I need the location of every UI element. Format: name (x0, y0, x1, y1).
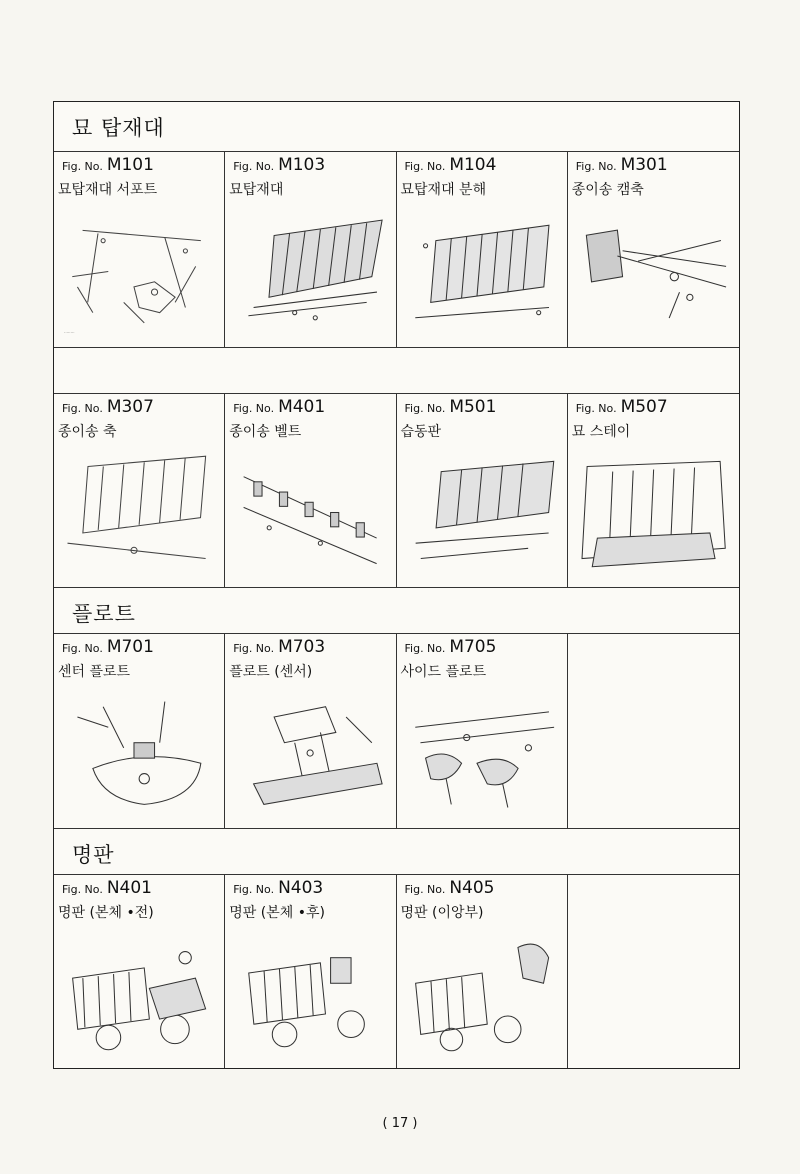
figure-row (54, 394, 739, 588)
fig-prefix: Fig. No. (404, 883, 446, 896)
fig-title: 묘탑재대 서포트 (58, 182, 158, 198)
fig-prefix: Fig. No. (233, 402, 275, 415)
fig-title: 명판 (본체 •전) (58, 905, 154, 921)
figure-cell-m104[interactable] (397, 152, 568, 347)
fig-prefix: Fig. No. (575, 160, 617, 173)
fig-prefix: Fig. No. (62, 642, 103, 655)
fig-title: 센터 플로트 (58, 664, 131, 680)
parts-drawing (62, 446, 216, 579)
parts-drawing (405, 927, 559, 1060)
svg-text:........: ........ (64, 329, 75, 335)
figure-cell-m507[interactable] (568, 394, 739, 587)
fig-title: 종이송 축 (58, 424, 117, 440)
figure-cell-m307[interactable] (54, 394, 225, 587)
catalog-frame (53, 101, 740, 1069)
fig-title: 명판 (본체 •후) (229, 905, 325, 921)
fig-number: M103 (278, 155, 326, 175)
fig-title: 묘탑재대 분해 (400, 182, 487, 198)
parts-drawing (405, 686, 559, 820)
figure-cell-m705[interactable] (397, 634, 568, 828)
parts-drawing (233, 446, 387, 579)
fig-number: N405 (449, 878, 495, 898)
fig-prefix: Fig. No. (233, 160, 275, 173)
fig-prefix: Fig. No. (233, 883, 275, 896)
figure-cell-m703[interactable] (225, 634, 396, 828)
figure-cell-empty (568, 875, 739, 1068)
parts-drawing (405, 446, 559, 579)
fig-title: 플로트 (센서) (229, 664, 313, 680)
figure-row (54, 875, 739, 1068)
figure-cell-m301[interactable] (568, 152, 739, 347)
fig-number: M401 (278, 397, 326, 417)
fig-title: 묘탑재대 (229, 182, 284, 198)
figure-cell-m401[interactable] (225, 394, 396, 587)
fig-number: M701 (106, 637, 154, 657)
fig-prefix: Fig. No. (62, 160, 103, 173)
fig-prefix: Fig. No. (575, 402, 617, 415)
fig-number: M307 (106, 397, 154, 417)
figure-cell-m501[interactable] (397, 394, 568, 587)
parts-drawing (62, 204, 216, 339)
fig-number: M703 (278, 637, 326, 657)
figure-row (54, 152, 739, 348)
figure-cell-n403[interactable] (225, 875, 396, 1068)
figure-cell-empty (568, 634, 739, 828)
fig-number: M301 (620, 155, 668, 175)
fig-number: M101 (106, 155, 154, 175)
fig-prefix: Fig. No. (62, 883, 103, 896)
section-title: 플로트 (72, 602, 136, 626)
fig-number: M501 (449, 397, 497, 417)
fig-title: 종이송 캠축 (571, 182, 644, 198)
blank-row (54, 348, 739, 394)
fig-number: M104 (449, 155, 497, 175)
figure-cell-m103[interactable] (225, 152, 396, 347)
fig-prefix: Fig. No. (404, 642, 446, 655)
fig-number: M507 (620, 397, 668, 417)
figure-cell-m701[interactable] (54, 634, 225, 828)
section-title: 묘 탑재대 (72, 116, 165, 140)
section-title: 명판 (72, 843, 115, 867)
figure-cell-n401[interactable] (54, 875, 225, 1068)
figure-cell-n405[interactable] (397, 875, 568, 1068)
parts-drawing (576, 204, 731, 339)
figure-cell-m101[interactable] (54, 152, 225, 347)
parts-drawing (233, 204, 387, 339)
parts-drawing (405, 204, 559, 339)
figure-row (54, 634, 739, 829)
fig-title: 종이송 벨트 (229, 424, 302, 440)
fig-prefix: Fig. No. (404, 160, 446, 173)
fig-number: M705 (449, 637, 497, 657)
parts-drawing (576, 446, 731, 579)
fig-prefix: Fig. No. (233, 642, 275, 655)
parts-drawing (233, 927, 387, 1060)
section-header-float (54, 588, 739, 634)
fig-title: 습동판 (400, 424, 442, 440)
fig-title: 사이드 플로트 (400, 664, 487, 680)
fig-prefix: Fig. No. (62, 402, 103, 415)
fig-number: N403 (278, 878, 324, 898)
fig-number: N401 (106, 878, 152, 898)
section-header-seedling-table (54, 102, 739, 152)
fig-prefix: Fig. No. (404, 402, 446, 415)
fig-title: 명판 (이앙부) (400, 905, 484, 921)
parts-drawing (62, 927, 216, 1060)
parts-drawing (233, 686, 387, 820)
section-header-nameplate (54, 829, 739, 875)
page-number: ( 17 ) (382, 1116, 418, 1131)
fig-title: 묘 스테이 (571, 424, 631, 440)
parts-drawing (62, 686, 216, 820)
